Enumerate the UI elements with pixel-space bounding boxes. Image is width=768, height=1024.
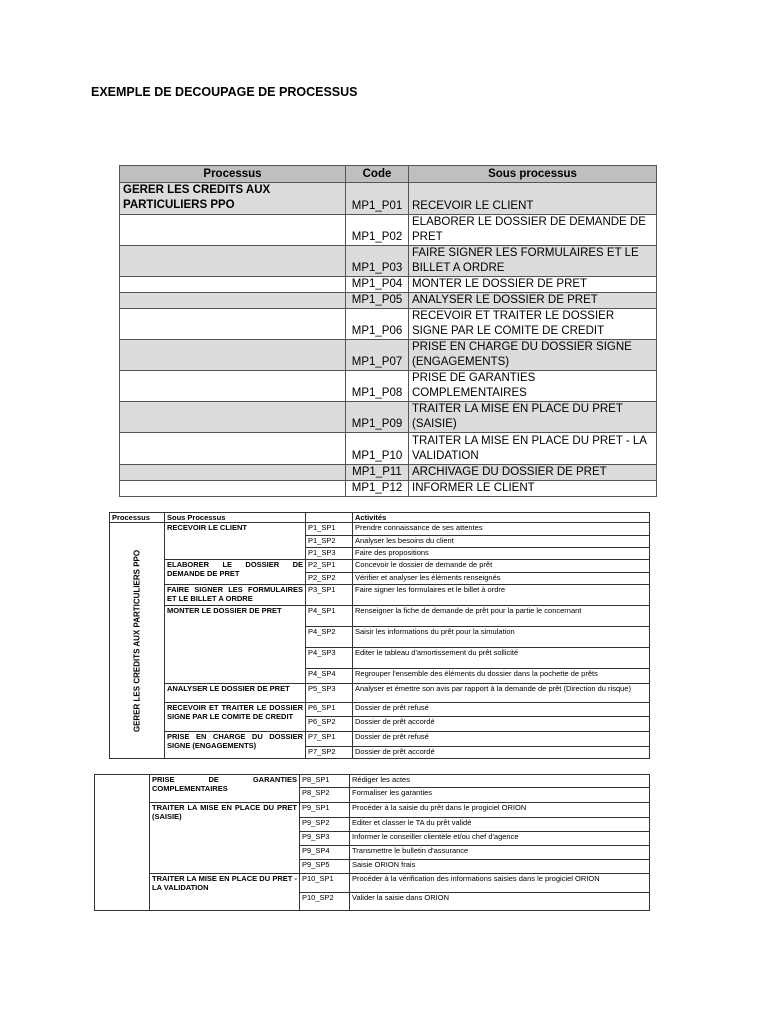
- activity-code-cell: P1_SP3: [306, 548, 353, 560]
- activity-cell: Analyser les besoins du client: [353, 536, 650, 548]
- sub-process-cell: RECEVOIR LE CLIENT: [165, 523, 306, 560]
- activity-cell: Prendre connaissance de ses attentes: [353, 523, 650, 536]
- code-cell: MP1_P05: [346, 293, 409, 309]
- activity-code-cell: P10_SP2: [300, 893, 350, 911]
- activity-code-cell: P9_SP2: [300, 818, 350, 832]
- empty-cell: [120, 246, 346, 277]
- activity-code-cell: P8_SP2: [300, 788, 350, 803]
- table-row: [120, 481, 657, 497]
- table-row: [110, 560, 650, 573]
- sub-process-cell: TRAITER LA MISE EN PLACE DU PRET (SAISIE): [150, 803, 300, 874]
- sub-process-cell: ELABORER LE DOSSIER DE DEMANDE DE PRET: [409, 215, 657, 246]
- activity-code-cell: P9_SP5: [300, 860, 350, 874]
- activity-cell: Saisir les informations du prêt pour la simulation: [353, 627, 650, 648]
- sub-process-cell: FAIRE SIGNER LES FORMULAIRES ET LE BILLET A ORDRE: [165, 585, 306, 606]
- table-row: [120, 309, 657, 340]
- empty-cell: [120, 371, 346, 402]
- activity-cell: Regrouper l'ensemble des éléments du dossier dans la pochette de prêts: [353, 669, 650, 684]
- activity-code-cell: P10_SP1: [300, 874, 350, 893]
- sub-process-cell: ANALYSER LE DOSSIER DE PRET: [409, 293, 657, 309]
- table-row: [110, 523, 650, 536]
- activity-code-cell: P8_SP1: [300, 775, 350, 788]
- table-row: [95, 775, 650, 788]
- sub-process-cell: TRAITER LA MISE EN PLACE DU PRET - LA VALIDATION: [409, 433, 657, 465]
- sub-process-cell: TRAITER LA MISE EN PLACE DU PRET - LA VALIDATION: [150, 874, 300, 911]
- activity-cell: Vérifier et analyser les éléments renseignés: [353, 573, 650, 585]
- process-cell: [95, 775, 150, 911]
- activity-cell: Formaliser les garanties: [350, 788, 650, 803]
- activities-table-part1: [109, 512, 650, 759]
- activity-code-cell: P7_SP1: [306, 732, 353, 747]
- sub-process-cell: PRISE EN CHARGE DU DOSSIER SIGNE (ENGAGEMENTS): [165, 732, 306, 759]
- empty-cell: [120, 215, 346, 246]
- sub-process-cell: ANALYSER LE DOSSIER DE PRET: [165, 684, 306, 703]
- header-code: [306, 513, 353, 523]
- code-cell: MP1_P04: [346, 277, 409, 293]
- code-cell: MP1_P07: [346, 340, 409, 371]
- table-row: [95, 874, 650, 893]
- table-row: [120, 371, 657, 402]
- activity-cell: Dossier de prêt refusé: [353, 732, 650, 747]
- activity-cell: Editer le tableau d'amortissement du prêt sollicité: [353, 648, 650, 669]
- activity-code-cell: P7_SP2: [306, 747, 353, 759]
- code-cell: MP1_P01: [346, 183, 409, 215]
- activity-code-cell: P2_SP2: [306, 573, 353, 585]
- activity-cell: Dossier de prêt accordé: [353, 747, 650, 759]
- activity-cell: Procéder à la saisie du prêt dans le progiciel ORION: [350, 803, 650, 818]
- table-row: [120, 246, 657, 277]
- empty-cell: [120, 481, 346, 497]
- table-row: [110, 684, 650, 703]
- table-row: [120, 183, 657, 215]
- activity-code-cell: P9_SP4: [300, 846, 350, 860]
- activity-cell: Rédiger les actes: [350, 775, 650, 788]
- sub-process-cell: MONTER LE DOSSIER DE PRET: [409, 277, 657, 293]
- table-header-row: [110, 513, 650, 523]
- sub-process-cell: RECEVOIR ET TRAITER LE DOSSIER SIGNE PAR LE COMITE DE CREDIT: [409, 309, 657, 340]
- activity-code-cell: P3_SP1: [306, 585, 353, 606]
- activity-code-cell: P9_SP1: [300, 803, 350, 818]
- header-processus: Processus: [110, 513, 165, 523]
- table-row: [120, 465, 657, 481]
- empty-cell: [120, 293, 346, 309]
- activity-cell: Saisie ORION frais: [350, 860, 650, 874]
- empty-cell: [120, 433, 346, 465]
- process-cell: [110, 523, 165, 759]
- sub-process-cell: INFORMER LE CLIENT: [409, 481, 657, 497]
- code-cell: MP1_P09: [346, 402, 409, 433]
- activity-cell: Dossier de prêt refusé: [353, 703, 650, 717]
- activity-code-cell: P6_SP1: [306, 703, 353, 717]
- process-code-table: [119, 165, 657, 497]
- table-row: [120, 433, 657, 465]
- activity-code-cell: P4_SP1: [306, 606, 353, 627]
- table-row: [120, 402, 657, 433]
- activity-cell: Concevoir le dossier de demande de prêt: [353, 560, 650, 573]
- table-row: [110, 606, 650, 627]
- activity-code-cell: P1_SP1: [306, 523, 353, 536]
- activity-cell: Valider la saisie dans ORION: [350, 893, 650, 911]
- activity-code-cell: P4_SP3: [306, 648, 353, 669]
- sub-process-cell: ELABORER LE DOSSIER DE DEMANDE DE PRET: [165, 560, 306, 585]
- table-row: [120, 293, 657, 309]
- code-cell: MP1_P02: [346, 215, 409, 246]
- code-cell: MP1_P06: [346, 309, 409, 340]
- activity-cell: Transmettre le bulletin d'assurance: [350, 846, 650, 860]
- sub-process-cell: PRISE EN CHARGE DU DOSSIER SIGNE (ENGAGEMENTS): [409, 340, 657, 371]
- header-processus: Processus: [120, 166, 346, 183]
- sub-process-cell: ARCHIVAGE DU DOSSIER DE PRET: [409, 465, 657, 481]
- header-sous-processus: Sous Processus: [165, 513, 306, 523]
- activity-cell: Faire signer les formulaires et le billet à ordre: [353, 585, 650, 606]
- document-title: EXEMPLE DE DECOUPAGE DE PROCESSUS: [91, 85, 358, 99]
- code-cell: MP1_P03: [346, 246, 409, 277]
- table-row: [120, 340, 657, 371]
- code-cell: MP1_P12: [346, 481, 409, 497]
- activity-code-cell: P6_SP2: [306, 717, 353, 732]
- table-row: [95, 803, 650, 818]
- table-row: [110, 703, 650, 717]
- empty-cell: [120, 277, 346, 293]
- sub-process-cell: TRAITER LA MISE EN PLACE DU PRET (SAISIE): [409, 402, 657, 433]
- table-row: [120, 277, 657, 293]
- activity-cell: Dossier de prêt accordé: [353, 717, 650, 732]
- activity-cell: Procéder à la vérification des informations saisies dans le progiciel ORION: [350, 874, 650, 893]
- empty-cell: [120, 465, 346, 481]
- header-sous-processus: Sous processus: [409, 166, 657, 183]
- process-cell: GERER LES CREDITS AUX PARTICULIERS PPO: [120, 183, 346, 215]
- activity-code-cell: P1_SP2: [306, 536, 353, 548]
- activity-cell: Informer le conseiller clientèle et/ou chef d'agence: [350, 832, 650, 846]
- code-cell: MP1_P08: [346, 371, 409, 402]
- activities-table-part2: [94, 774, 650, 911]
- activity-cell: Analyser et émettre son avis par rapport à la demande de prêt (Direction du risque): [353, 684, 650, 703]
- table-row: [110, 585, 650, 606]
- activity-code-cell: P4_SP2: [306, 627, 353, 648]
- table-header-row: [120, 166, 657, 183]
- header-code: Code: [346, 166, 409, 183]
- table-row: [110, 732, 650, 747]
- activity-cell: Renseigner la fiche de demande de prêt pour la partie le concernant: [353, 606, 650, 627]
- code-cell: MP1_P11: [346, 465, 409, 481]
- empty-cell: [120, 309, 346, 340]
- sub-process-cell: RECEVOIR LE CLIENT: [409, 183, 657, 215]
- vertical-process-label: GERER LES CREDITS AUX PARTICULIERS PPO: [132, 549, 142, 732]
- empty-cell: [120, 402, 346, 433]
- empty-cell: [120, 340, 346, 371]
- activity-code-cell: P9_SP3: [300, 832, 350, 846]
- table-row: [120, 215, 657, 246]
- sub-process-cell: FAIRE SIGNER LES FORMULAIRES ET LE BILLET A ORDRE: [409, 246, 657, 277]
- activity-code-cell: P4_SP4: [306, 669, 353, 684]
- activity-cell: Faire des propositions: [353, 548, 650, 560]
- sub-process-cell: MONTER LE DOSSIER DE PRET: [165, 606, 306, 684]
- code-cell: MP1_P10: [346, 433, 409, 465]
- sub-process-cell: RECEVOIR ET TRAITER LE DOSSIER SIGNE PAR LE COMITE DE CREDIT: [165, 703, 306, 732]
- sub-process-cell: PRISE DE GARANTIES COMPLEMENTAIRES: [150, 775, 300, 803]
- activity-cell: Editer et classer le TA du prêt validé: [350, 818, 650, 832]
- activity-code-cell: P2_SP1: [306, 560, 353, 573]
- sub-process-cell: PRISE DE GARANTIES COMPLEMENTAIRES: [409, 371, 657, 402]
- activity-code-cell: P5_SP3: [306, 684, 353, 703]
- header-activites: Activités: [353, 513, 650, 523]
